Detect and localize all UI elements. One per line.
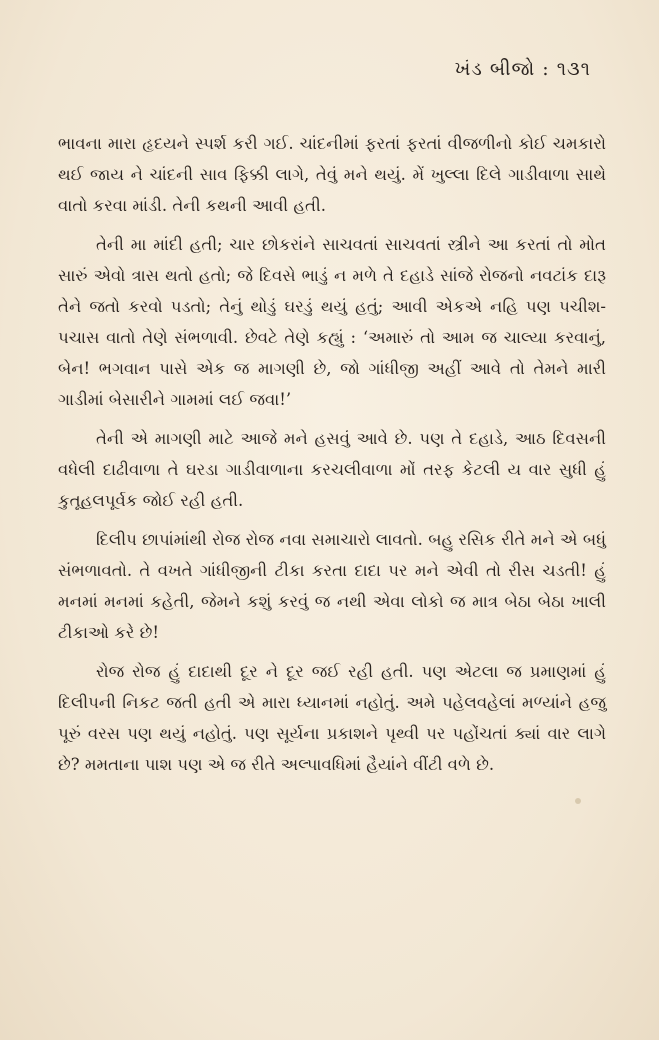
paragraph-4: દિલીપ છાપાંમાંથી રોજ રોજ નવા સમાચારો લાવતો. બહુ રસિક રીતે મને એ બધું સંભળાવતો. તે વખતે ગાંધીજીની ટીકા કરતા દાદા પર મને એવી તો રીસ ચડતી! હું મનમાં મનમાં કહેતી, જેમને કશું કરવું જ નથી એવા લોકો જ માત્ર બેઠા બેઠા ખાલી ટીકાઓ કરે છે!: [58, 530, 606, 642]
paragraph-5: રોજ રોજ હું દાદાથી દૂર ને દૂર જઈ રહી હતી. પણ એટલા જ પ્રમાણમાં હું દિલીપની નિકટ જતી હતી એ મારા ધ્યાનમાં નહોતું. અમે પહેલવહેલાં મળ્યાંને હજુ પૂરું વરસ પણ થયું નહોતું. પણ સૂર્યના પ્રકાશને પૃથ્વી પર પહોંચતાં ક્યાં વાર લાગે છે? મમતાના પાશ પણ એ જ રીતે અલ્પાવધિમાં હૈયાંને વીંટી વળે છે.: [58, 662, 606, 774]
paragraph-3: તેની એ માગણી માટે આજે મને હસવું આવે છે. પણ તે દહાડે, આઠ દિવસની વધેલી દાઢીવાળા તે ઘરડા ગાડીવાળાના કરચલીવાળા મોં તરફ કેટલી ય વાર સુધી હું કુતૂહલપૂર્વક જોઈ રહી હતી.: [58, 429, 606, 510]
page-body: [58, 128, 606, 788]
paragraph-2: તેની મા માંદી હતી; ચાર છોકરાંને સાચવતાં સાચવતાં સ્ત્રીને આ કરતાં તો મોત સારું એવો ત્રાસ થતો હતો; જે દિવસે ભાડું ન મળે તે દહાડે સાંજે રોજનો નવટાંક દારૂ તેને જતો કરવો પડતો; તેનું થોડું ઘરડું થયું હતું; આવી એકએ નહિ પણ પચીશ-પચાસ વાતો તેણે સંભળાવી. છેવટે તેણે કહ્યું : ‘અમારું તો આમ જ ચાલ્યા કરવાનું, બેન! ભગવાન પાસે એક જ માગણી છે, જો ગાંધીજી અહીં આવે તો તેમને મારી ગાડીમાં બેસારીને ગામમાં લઈ જવા!’: [58, 235, 606, 409]
paragraph-1: ભાવના મારા હૃદયને સ્પર્શ કરી ગઈ. ચાંદનીમાં ફરતાં ફરતાં વીજળીનો કોઈ ચમકારો થઈ જાય ને ચાંદની સાવ ફિક્કી લાગે, તેવું મને થયું. મેં ખુલ્લા દિલે ગાડીવાળા સાથે વાતો કરવા માંડી. તેની કથની આવી હતી.: [58, 134, 606, 215]
paper-smudge: [575, 798, 581, 804]
running-head: ખંડ બીજો : ૧૩૧: [454, 58, 591, 80]
